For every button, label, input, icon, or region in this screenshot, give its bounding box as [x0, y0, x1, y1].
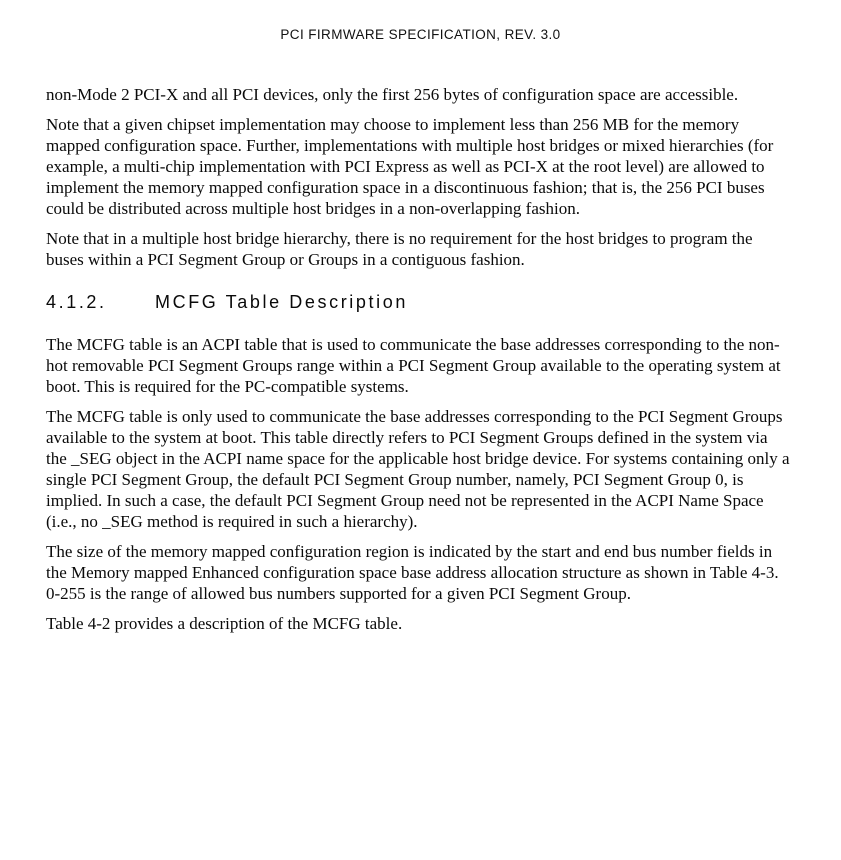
paragraph: Note that a given chipset implementation may choose to implement less than 256 MB for the memory mapped configuration space. Further, implementations with multiple host bridges or mixed hierarchies (for example, a multi-chip implementation with PCI Express as well as PCI-X at the root level) are allowed to implement the memory mapped configuration space in a discontinuous fashion; that is, the 256 PCI buses could be distributed across multiple host bridges in a non-overlapping fashion.	[46, 115, 774, 218]
paragraph: Note that in a multiple host bridge hierarchy, there is no requirement for the host bridges to program the buses within a PCI Segment Group or Groups in a contiguous fashion.	[46, 229, 753, 269]
paragraph: The MCFG table is only used to communicate the base addresses corresponding to the PCI Segment Groups available to the system at boot. This table directly refers to PCI Segment Groups defined in the system via the _SEG object in the ACPI name space for the applicable host bridge device. For systems containing only a single PCI Segment Group, the default PCI Segment Group number, namely, PCI Segment Group 0, is implied. In such a case, the default PCI Segment Group need not be represented in the ACPI Name Space (i.e., no _SEG method is required in such a hierarchy).	[46, 407, 790, 531]
paragraph: The MCFG table is an ACPI table that is used to communicate the base addresses corresponding to the non-hot removable PCI Segment Groups range within a PCI Segment Group available to the operating system at boot. This is required for the PC-compatible systems.	[46, 335, 781, 396]
paragraph: non-Mode 2 PCI-X and all PCI devices, only the first 256 bytes of configuration space are accessible.	[46, 85, 739, 104]
section-title: MCFG Table Description	[155, 292, 408, 312]
paragraph: Table 4-2 provides a description of the MCFG table.	[46, 614, 403, 633]
section-heading	[46, 292, 791, 313]
section-number: 4.1.2.	[46, 292, 107, 312]
running-header: PCI FIRMWARE SPECIFICATION, REV. 3.0	[280, 27, 561, 42]
page-content	[0, 84, 841, 634]
paragraph: The size of the memory mapped configuration region is indicated by the start and end bus number fields in the Memory mapped Enhanced configuration space base address allocation structure as shown in Table 4-3. 0-255 is the range of allowed bus numbers supported for a given PCI Segment Group.	[46, 542, 779, 603]
